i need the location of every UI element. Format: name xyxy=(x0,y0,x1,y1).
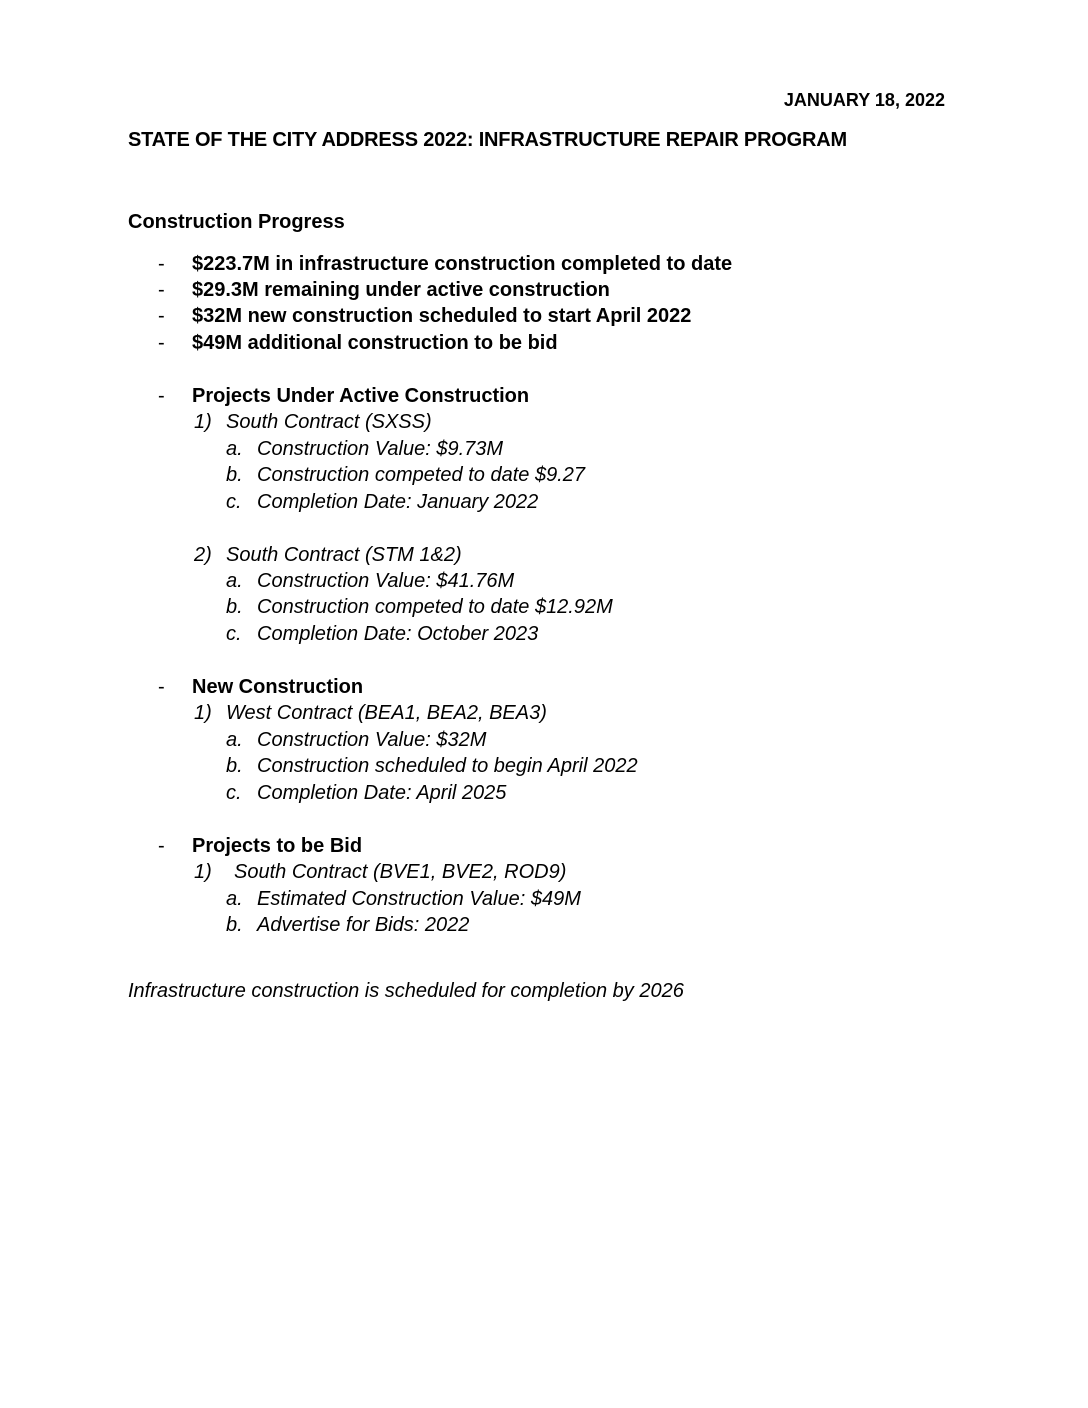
project-detail: Completion Date: October 2023 xyxy=(257,623,539,645)
project-detail: Estimated Construction Value: $49M xyxy=(257,888,581,910)
item-letter: b. xyxy=(226,464,243,486)
completion-footer-note: Infrastructure construction is scheduled for completion by 2026 xyxy=(128,980,684,1002)
bullet-dash: - xyxy=(158,253,165,275)
bullet-dash: - xyxy=(158,835,165,857)
bullet-dash: - xyxy=(158,676,165,698)
project-name: West Contract (BEA1, BEA2, BEA3) xyxy=(226,702,547,724)
new-construction-heading: New Construction xyxy=(192,676,364,698)
project-detail: Construction Value: $32M xyxy=(257,729,487,751)
project-number: 1) xyxy=(194,702,212,724)
project-detail: Construction competed to date $12.92M xyxy=(257,596,613,618)
item-letter: a. xyxy=(226,570,243,592)
project-detail: Completion Date: January 2022 xyxy=(257,491,539,513)
bullet-dash: - xyxy=(158,332,165,354)
progress-bullet: $223.7M in infrastructure construction completed to date xyxy=(192,253,733,275)
to-be-bid-heading: Projects to be Bid xyxy=(192,835,363,857)
project-number: 1) xyxy=(194,861,212,883)
project-detail: Construction scheduled to begin April 2022 xyxy=(257,755,638,777)
bullet-dash: - xyxy=(158,279,165,301)
active-construction-heading: Projects Under Active Construction xyxy=(192,385,530,407)
item-letter: b. xyxy=(226,596,243,618)
item-letter: b. xyxy=(226,914,243,936)
item-letter: a. xyxy=(226,438,243,460)
item-letter: a. xyxy=(226,729,243,751)
item-letter: c. xyxy=(226,782,242,804)
project-detail: Construction Value: $41.76M xyxy=(257,570,515,592)
progress-bullet: $29.3M remaining under active construction xyxy=(192,279,610,301)
bullet-dash: - xyxy=(158,305,165,327)
project-detail: Construction competed to date $9.27 xyxy=(257,464,585,486)
document-title: STATE OF THE CITY ADDRESS 2022: INFRASTRUCTURE REPAIR PROGRAM xyxy=(128,129,847,151)
project-name: South Contract (BVE1, BVE2, ROD9) xyxy=(234,861,567,883)
project-name: South Contract (SXSS) xyxy=(226,411,432,433)
document-date: JANUARY 18, 2022 xyxy=(783,90,945,110)
project-number: 1) xyxy=(194,411,212,433)
progress-bullet: $32M new construction scheduled to start April 2022 xyxy=(192,305,692,327)
project-name: South Contract (STM 1&2) xyxy=(226,544,462,566)
project-detail: Construction Value: $9.73M xyxy=(257,438,504,460)
item-letter: c. xyxy=(226,623,242,645)
progress-bullet: $49M additional construction to be bid xyxy=(192,332,558,354)
project-number: 2) xyxy=(194,544,212,566)
project-detail: Advertise for Bids: 2022 xyxy=(257,914,470,936)
construction-progress-heading: Construction Progress xyxy=(128,211,345,233)
item-letter: c. xyxy=(226,491,242,513)
bullet-dash: - xyxy=(158,385,165,407)
item-letter: b. xyxy=(226,755,243,777)
item-letter: a. xyxy=(226,888,243,910)
project-detail: Completion Date: April 2025 xyxy=(257,782,507,804)
